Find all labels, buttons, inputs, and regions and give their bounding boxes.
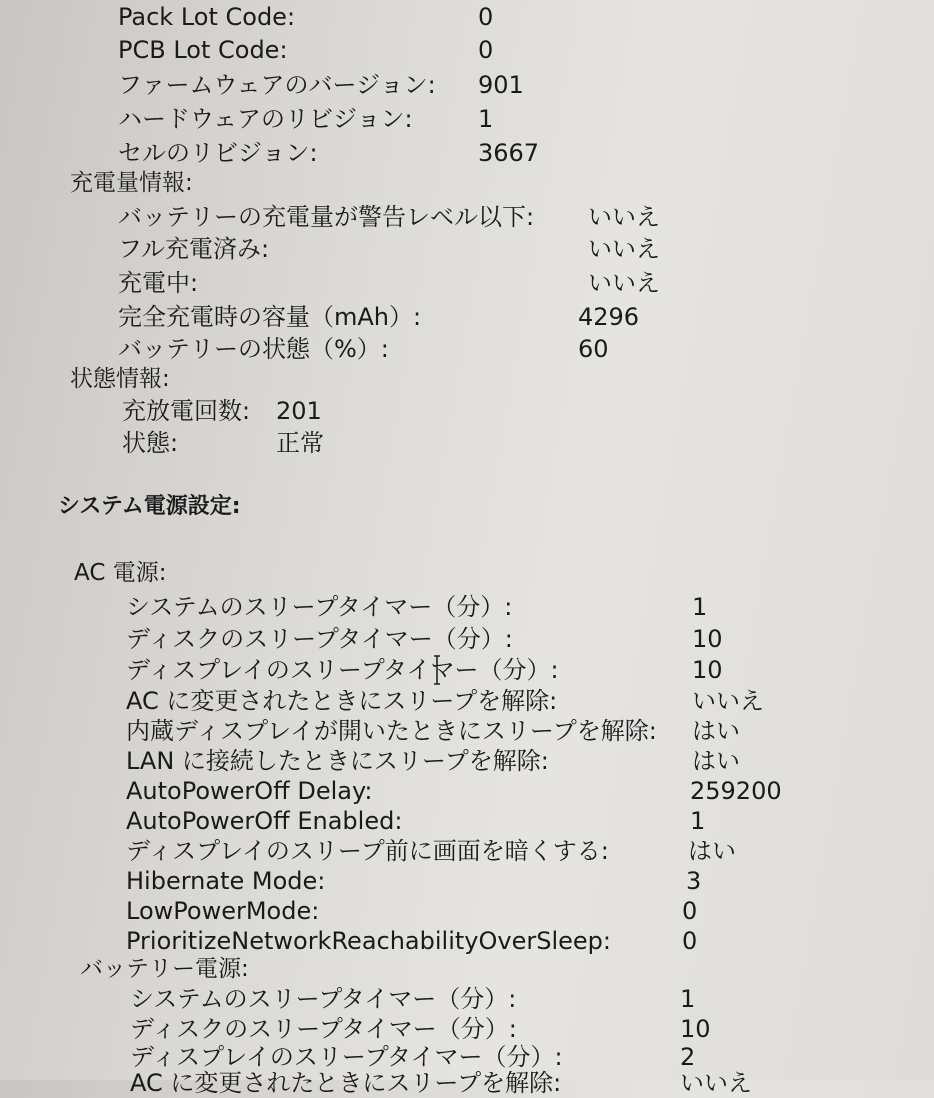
setting-value: 3	[686, 867, 702, 895]
info-value: 1	[478, 105, 494, 133]
info-label: バッテリーの充電量が警告レベル以下:	[118, 203, 535, 231]
setting-value: 0	[682, 897, 698, 925]
setting-value: 2	[680, 1043, 696, 1071]
info-value: 3667	[478, 139, 540, 167]
setting-label: ディスクのスリープタイマー（分）:	[126, 625, 513, 653]
info-value: いいえ	[588, 269, 660, 297]
setting-label: PrioritizeNetworkReachabilityOverSleep:	[126, 927, 611, 955]
info-value: いいえ	[588, 235, 660, 263]
setting-value: 259200	[690, 777, 782, 805]
info-label: 充放電回数:	[122, 397, 251, 425]
info-label: バッテリーの状態（%）:	[118, 335, 389, 363]
setting-label: LowPowerMode:	[126, 897, 320, 925]
subsection-heading-ac-power: AC 電源:	[74, 560, 167, 586]
setting-label: AutoPowerOff Delay:	[126, 777, 373, 805]
setting-label: ディスプレイのスリープ前に画面を暗くする:	[126, 837, 609, 865]
info-value: 201	[276, 397, 322, 425]
setting-value: いいえ	[692, 687, 764, 715]
setting-label: ディスクのスリープタイマー（分）:	[130, 1015, 517, 1043]
setting-value: 10	[680, 1015, 711, 1043]
setting-label: AC に変更されたときにスリープを解除:	[130, 1069, 562, 1097]
info-label: 完全充電時の容量（mAh）:	[118, 303, 422, 331]
setting-value: はい	[688, 837, 736, 865]
info-value: 60	[578, 335, 609, 363]
setting-value: 10	[692, 625, 723, 653]
info-value: 0	[478, 36, 494, 64]
setting-value: 1	[692, 593, 708, 621]
setting-label: ディスプレイのスリープタイマー（分）:	[126, 656, 559, 684]
setting-value: 10	[692, 656, 723, 684]
setting-label: Hibernate Mode:	[126, 867, 326, 895]
setting-label: LAN に接続したときにスリープを解除:	[126, 747, 549, 775]
info-label: フル充電済み:	[118, 235, 270, 263]
setting-value: はい	[692, 747, 740, 775]
info-value: 正常	[276, 429, 324, 457]
setting-value: いいえ	[680, 1069, 752, 1097]
setting-label: システムのスリープタイマー（分）:	[130, 985, 517, 1013]
info-value: いいえ	[588, 203, 660, 231]
setting-value: 1	[680, 985, 696, 1013]
text-cursor-icon	[433, 655, 441, 685]
info-label: 充電中:	[118, 269, 199, 297]
section-heading-charge: 充電量情報:	[70, 170, 193, 196]
setting-label: 内蔵ディスプレイが開いたときにスリープを解除:	[126, 717, 657, 745]
setting-value: 1	[690, 807, 706, 835]
info-value: 901	[478, 71, 524, 99]
setting-label: ディスプレイのスリープタイマー（分）:	[130, 1043, 563, 1071]
info-label: 状態:	[122, 429, 179, 457]
setting-value: はい	[692, 717, 740, 745]
info-value: 4296	[578, 303, 640, 331]
info-label: Pack Lot Code:	[118, 3, 296, 31]
info-label: セルのリビジョン:	[118, 139, 318, 167]
setting-label: システムのスリープタイマー（分）:	[126, 593, 513, 621]
section-heading-system-power: システム電源設定:	[58, 494, 241, 519]
setting-label: AC に変更されたときにスリープを解除:	[126, 687, 558, 715]
subsection-heading-battery-power: バッテリー電源:	[80, 956, 249, 982]
info-label: PCB Lot Code:	[118, 36, 288, 64]
setting-label: AutoPowerOff Enabled:	[126, 807, 403, 835]
info-label: ハードウェアのリビジョン:	[118, 105, 413, 133]
info-value: 0	[478, 3, 494, 31]
info-label: ファームウェアのバージョン:	[118, 71, 436, 99]
section-heading-health: 状態情報:	[70, 366, 170, 392]
setting-value: 0	[682, 927, 698, 955]
